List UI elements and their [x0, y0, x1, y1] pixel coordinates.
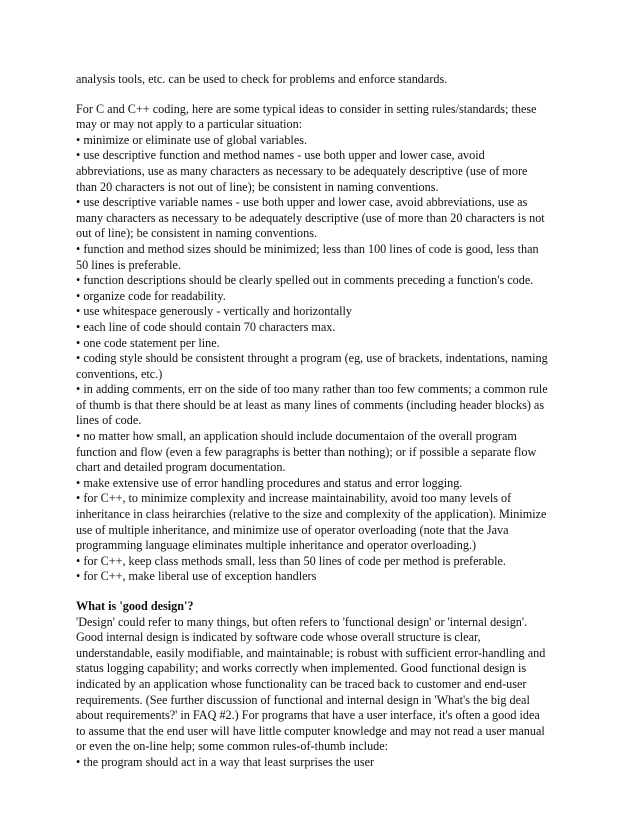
text-line: many characters as necessary to be adequately descriptive (use of more than 20 characters is not — [76, 210, 545, 225]
text-line: than 20 characters is not out of line); be consistent in naming conventions. — [76, 179, 439, 194]
text-line: requirements. (See further discussion of functional and internal design in 'What's the big deal — [76, 692, 530, 707]
text-line: use of multiple inheritance, and minimize use of operator overloading (note that the Java — [76, 522, 509, 537]
text-line: about requirements?' in FAQ #2.) For programs that have a user interface, it's often a good idea — [76, 708, 540, 723]
text-line: • use whitespace generously - vertically and horizontally — [76, 304, 353, 319]
paragraph-gap — [76, 88, 566, 102]
text-line: • one code statement per line. — [76, 335, 220, 350]
text-line: out of line); be consistent in naming conventions. — [76, 226, 318, 241]
text-line: • for C++, to minimize complexity and increase maintainability, avoid too many levels of — [76, 491, 512, 506]
text-line: • the program should act in a way that least surprises the user — [76, 754, 375, 769]
text-line: may or may not apply to a particular situation: — [76, 117, 303, 132]
text-line: lines of code. — [76, 413, 142, 428]
text-line: • organize code for readability. — [76, 288, 226, 303]
text-line: • minimize or eliminate use of global variables. — [76, 132, 308, 147]
text-line: • for C++, make liberal use of exception handlers — [76, 569, 317, 584]
text-line: chart and detailed program documentation. — [76, 460, 286, 475]
text-line: • use descriptive variable names - use both upper and lower case, avoid abbreviations, use as — [76, 195, 528, 210]
text-line: analysis tools, etc. can be used to check for problems and enforce standards. — [76, 72, 448, 86]
text-line: inheritance in class heirarchies (relative to the size and complexity of the application). Minimize — [76, 507, 547, 522]
text-line: • make extensive use of error handling procedures and status and error logging. — [76, 475, 463, 490]
text-line: For C and C++ coding, here are some typical ideas to consider in setting rules/standards; these — [76, 101, 537, 116]
text-line: of thumb is that there should be at least as many lines of comments (including header blocks) as — [76, 397, 545, 412]
text-line: understandable, easily modifiable, and maintainable; is robust with sufficient error-handling and — [76, 645, 546, 660]
text-line: • no matter how small, an application should include documentaion of the overall program — [76, 429, 517, 444]
text-line: or even the on-line help; some common rules-of-thumb include: — [76, 739, 389, 754]
text-line: • for C++, keep class methods small, less than 50 lines of code per method is preferable. — [76, 553, 506, 568]
section-heading: What is 'good design'? — [76, 599, 194, 613]
coding-guidelines-section — [76, 102, 566, 585]
text-line: • function descriptions should be clearly spelled out in comments preceding a function's code. — [76, 273, 534, 288]
text-line: • coding style should be consistent throught a program (eg, use of brackets, indentations, naming — [76, 351, 548, 366]
text-line: programming language eliminates multiple inheritance and operator overloading.) — [76, 538, 477, 553]
good-design-section — [76, 599, 566, 771]
good-design-body — [76, 615, 566, 771]
text-line: 'Design' could refer to many things, but often refers to 'functional design' or 'internal design'. — [76, 614, 528, 629]
text-line: conventions, etc.) — [76, 366, 163, 381]
text-line: • in adding comments, err on the side of too many rather than too few comments; a common rule — [76, 382, 548, 397]
text-line: • each line of code should contain 70 characters max. — [76, 319, 336, 334]
text-line: • function and method sizes should be minimized; less than 100 lines of code is good, less than — [76, 241, 539, 256]
text-line: abbreviations, use as many characters as necessary to be adequately descriptive (use of more — [76, 163, 528, 178]
intro-paragraph — [76, 72, 566, 88]
text-line: status logging capability; and works correctly when implemented. Good functional design is — [76, 661, 527, 676]
text-line: 50 lines is preferable. — [76, 257, 181, 272]
text-line: • use descriptive function and method names - use both upper and lower case, avoid — [76, 148, 485, 163]
text-line: function and flow (even a few paragraphs is better than nothing); or if possible a separate flow — [76, 444, 537, 459]
text-line: indicated by an application whose functionality can be traced back to customer and end-user — [76, 676, 527, 691]
document-page — [76, 72, 566, 771]
text-line: Good internal design is indicated by software code whose overall structure is clear, — [76, 630, 481, 645]
text-line: to assume that the end user will have little computer knowledge and may not read a user manual — [76, 723, 545, 738]
paragraph-gap — [76, 585, 566, 599]
